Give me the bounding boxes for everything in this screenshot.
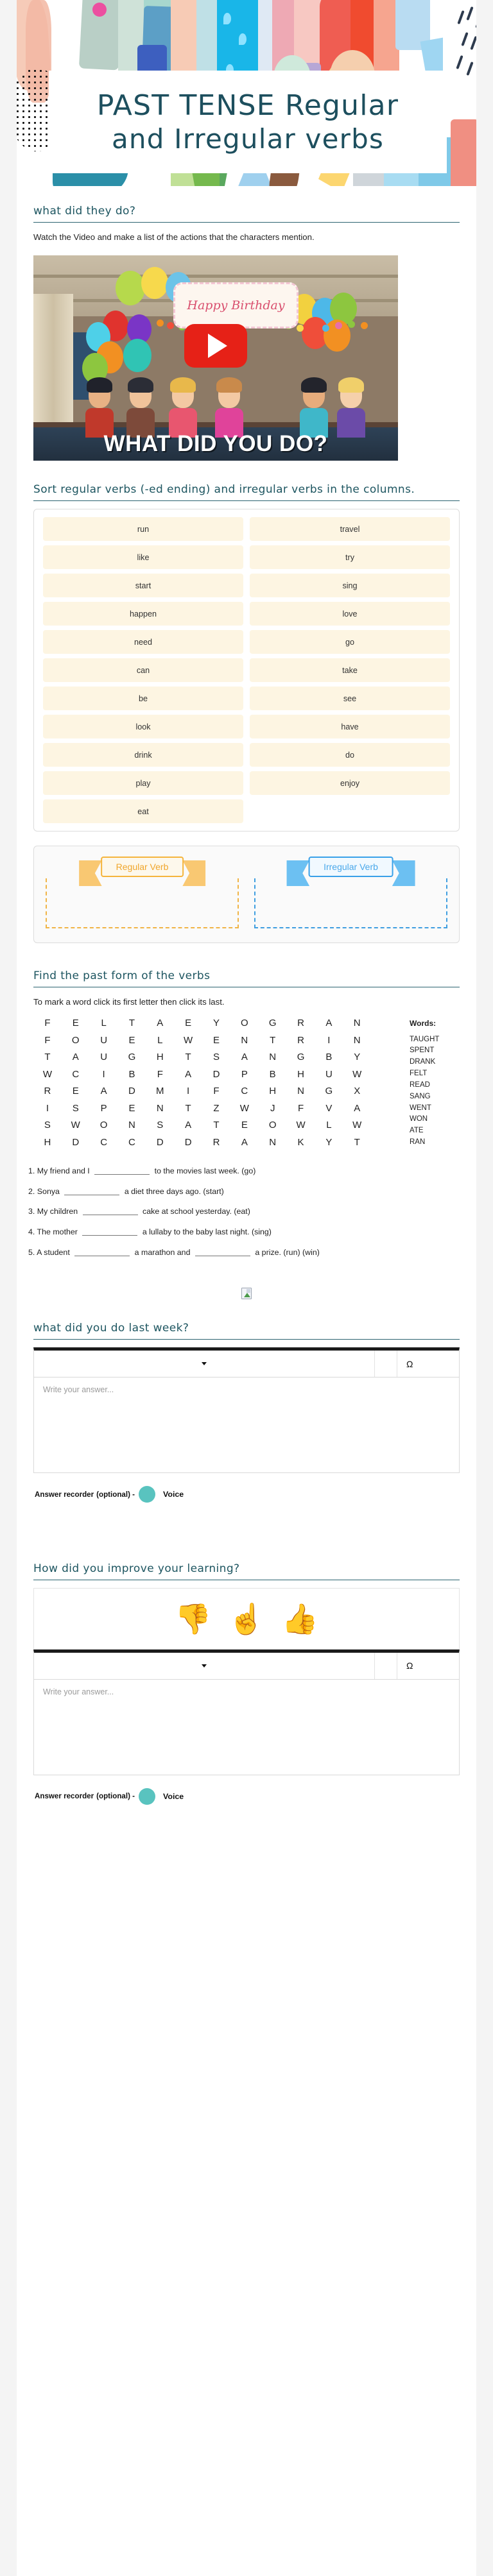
section-fill-in-blanks <box>17 1165 476 1258</box>
microphone-record-icon[interactable] <box>139 1486 155 1503</box>
divider <box>33 500 460 501</box>
regular-verb-dropzone[interactable] <box>46 878 239 928</box>
wordsearch-word: SPENT <box>410 1046 435 1055</box>
garland-dot <box>348 321 355 328</box>
wordsearch-cell[interactable]: A <box>157 1018 164 1029</box>
wordsearch-cell[interactable]: E <box>212 1034 220 1046</box>
character <box>89 382 114 438</box>
wordsearch-cell[interactable]: E <box>72 1018 79 1029</box>
ribbon-tail-right <box>182 860 205 886</box>
wordsearch-words <box>410 1034 460 1148</box>
wordsearch-cell[interactable]: S <box>72 1102 79 1114</box>
wordsearch-cell[interactable]: N <box>353 1034 361 1046</box>
answer-recorder <box>33 1788 460 1805</box>
wordsearch-cell[interactable]: P <box>241 1068 248 1080</box>
verb-bank <box>33 509 460 832</box>
wordsearch-word-list <box>410 1016 460 1150</box>
answer-blank[interactable] <box>94 1166 150 1175</box>
wordsearch-cell[interactable]: E <box>185 1018 192 1029</box>
wordsearch-word: FELT <box>410 1070 428 1078</box>
wordsearch-cell[interactable]: D <box>128 1086 135 1097</box>
wordsearch-cell[interactable]: A <box>185 1120 192 1131</box>
wordsearch-cell[interactable]: H <box>44 1136 51 1148</box>
broken-image-icon <box>241 1288 252 1299</box>
wordsearch-word: WENT <box>410 1104 431 1112</box>
wordsearch-cell-empty <box>371 1136 399 1150</box>
wordsearch-cell[interactable]: I <box>46 1102 49 1114</box>
verb-chip[interactable]: can <box>43 658 243 682</box>
wordsearch-cell[interactable]: W <box>71 1120 80 1131</box>
wordsearch-cell[interactable]: B <box>128 1068 135 1080</box>
toolbar-separator <box>374 1351 375 1377</box>
fill-in-blank-line <box>28 1247 465 1259</box>
special-character-button[interactable]: Ω <box>406 1358 413 1369</box>
sentence-middle: cake at school yesterday. (eat) <box>140 1207 250 1216</box>
microphone-record-icon[interactable] <box>139 1788 155 1805</box>
wordsearch-cell[interactable]: O <box>99 1120 108 1131</box>
wordsearch-cell[interactable]: G <box>268 1018 277 1029</box>
garland-dot <box>309 326 316 333</box>
verb-chip[interactable]: play <box>43 771 243 795</box>
answer-blank[interactable] <box>83 1206 138 1215</box>
recorder-optional: (optional) - <box>96 1490 135 1499</box>
ribbon-tail-left <box>79 860 102 886</box>
divider <box>33 222 460 223</box>
wordsearch-cell[interactable]: S <box>212 1052 220 1063</box>
recorder-optional: (optional) - <box>96 1792 135 1801</box>
wordsearch-cell[interactable]: L <box>157 1034 163 1046</box>
verb-chip[interactable]: enjoy <box>250 771 450 795</box>
wordsearch-cell-empty <box>371 1034 399 1048</box>
wordsearch-cell[interactable]: A <box>241 1052 248 1063</box>
garland-dot <box>361 322 368 329</box>
wordsearch-cell[interactable]: J <box>270 1102 275 1114</box>
wordsearch-cell[interactable]: C <box>241 1086 248 1097</box>
answer-blank[interactable] <box>74 1247 130 1256</box>
wordsearch-heading: Find the past form of the verbs <box>33 969 211 982</box>
wordsearch-cell[interactable]: H <box>156 1052 164 1063</box>
divider <box>33 1339 460 1340</box>
wordsearch-cell[interactable]: E <box>128 1102 135 1114</box>
wordsearch-cell[interactable]: T <box>185 1052 191 1063</box>
irregular-verb-label: Irregular Verb <box>308 857 394 877</box>
wordsearch-cell[interactable]: S <box>157 1120 164 1131</box>
wordsearch-cell[interactable]: O <box>268 1120 277 1131</box>
recorder-label: Answer recorder <box>35 1792 94 1801</box>
wordsearch-cell[interactable]: S <box>44 1120 51 1131</box>
spacer <box>17 1503 476 1562</box>
header-banner <box>17 0 476 186</box>
wordsearch-cell[interactable]: F <box>297 1102 304 1114</box>
wordsearch-cell[interactable]: F <box>157 1068 163 1080</box>
verb-drop-zones <box>33 846 460 943</box>
thumbs-rating <box>33 1588 460 1650</box>
balloon <box>141 267 168 299</box>
sentence-after: a prize. (run) (win) <box>252 1247 320 1257</box>
wordsearch-cell[interactable]: E <box>128 1034 135 1046</box>
drop-column-regular[interactable] <box>46 857 239 928</box>
wordsearch-cell[interactable]: H <box>297 1068 304 1080</box>
sentence-middle: to the movies last week. (go) <box>152 1166 256 1176</box>
wordsearch-cell[interactable]: A <box>100 1086 107 1097</box>
wordsearch-cell[interactable]: R <box>212 1136 220 1148</box>
wordsearch-cell[interactable]: D <box>72 1136 80 1148</box>
video-scene-pillar <box>33 294 73 422</box>
spacer <box>17 1805 476 1834</box>
wordsearch-word: READ <box>410 1080 430 1089</box>
wordsearch-cell[interactable]: D <box>156 1136 164 1148</box>
wordsearch-cell-empty <box>371 1102 399 1116</box>
balloon <box>116 271 145 305</box>
line-number: 1. <box>28 1166 35 1176</box>
wordsearch-word: TAUGHT <box>410 1035 440 1043</box>
chevron-down-icon <box>202 1362 207 1365</box>
regular-verb-label: Regular Verb <box>101 857 184 877</box>
garland-dot <box>297 325 304 332</box>
wordsearch-cell[interactable]: P <box>100 1102 107 1114</box>
video-instruction: Watch the Video and make a list of the actions that the characters mention. <box>33 232 315 242</box>
wordsearch-cell[interactable]: N <box>128 1120 135 1131</box>
line-number: 5. <box>28 1247 35 1257</box>
page-title-line-1: PAST TENSE Regular <box>96 89 399 122</box>
verb-chip[interactable]: run <box>43 517 243 541</box>
editor-toolbar <box>34 1653 459 1680</box>
sentence-before: A student <box>35 1247 73 1257</box>
birthday-sign-text: Happy Birthday <box>187 298 285 313</box>
ribbon-tail-left <box>286 860 309 886</box>
point-up-icon[interactable]: ☝ <box>228 1601 265 1635</box>
sentence-before: The mother <box>35 1227 80 1236</box>
wordsearch-cell[interactable]: O <box>241 1018 248 1029</box>
wordsearch-cell[interactable]: G <box>297 1052 305 1063</box>
sentence-before: My children <box>35 1207 80 1216</box>
wordsearch-letter-grid[interactable] <box>33 1016 399 1150</box>
wordsearch-cell[interactable]: D <box>212 1068 220 1080</box>
wordsearch-word: ATE <box>410 1127 424 1135</box>
chevron-down-icon <box>202 1664 207 1668</box>
character <box>303 382 328 438</box>
wordsearch-cell[interactable]: T <box>354 1136 360 1148</box>
verb-chip[interactable]: eat <box>43 799 243 823</box>
sentence-middle: a marathon and <box>132 1247 193 1257</box>
play-triangle-icon <box>208 334 227 358</box>
wordsearch-words-title: Words: <box>410 1019 437 1028</box>
verb-chip[interactable]: go <box>250 630 450 654</box>
sentence-middle: a diet three days ago. (start) <box>122 1186 224 1196</box>
answer-textarea[interactable]: Write your answer... <box>43 1687 114 1696</box>
sort-instruction: Sort regular verbs (-ed ending) and irregular verbs in the columns. <box>33 483 415 497</box>
garland-dot <box>322 325 329 332</box>
birthday-sign <box>173 282 298 328</box>
wordsearch-cell[interactable]: D <box>184 1136 192 1148</box>
character <box>172 382 197 438</box>
garland-dot <box>167 322 174 329</box>
wordsearch-cell[interactable]: A <box>72 1052 79 1063</box>
answer-blank[interactable] <box>82 1227 137 1236</box>
answer-blank[interactable] <box>195 1247 250 1256</box>
recorder-voice-label: Voice <box>163 1490 184 1499</box>
rich-text-editor[interactable] <box>33 1650 460 1775</box>
answer-recorder <box>33 1486 460 1503</box>
wordsearch-cell[interactable]: B <box>269 1068 276 1080</box>
wordsearch-cell[interactable]: A <box>241 1136 248 1148</box>
special-character-button[interactable]: Ω <box>406 1660 413 1671</box>
wordsearch-cell[interactable]: B <box>325 1052 333 1063</box>
verb-chip[interactable]: sing <box>250 574 450 597</box>
verb-chip-placeholder <box>250 799 450 823</box>
fill-in-blank-line <box>28 1226 465 1238</box>
wordsearch-cell-empty <box>371 1068 399 1082</box>
wordsearch-cell[interactable]: Y <box>212 1018 220 1029</box>
wordsearch-cell[interactable]: F <box>44 1018 51 1029</box>
answer-learning-heading: How did you improve your learning? <box>33 1562 240 1576</box>
verb-chip[interactable]: take <box>250 658 450 682</box>
wordsearch-cell[interactable]: H <box>269 1086 277 1097</box>
character <box>130 382 155 438</box>
wordsearch-cell[interactable]: N <box>353 1018 361 1029</box>
wordsearch-cell[interactable]: Z <box>213 1102 220 1114</box>
garland-dot <box>157 320 164 327</box>
wordsearch-cell[interactable]: K <box>297 1136 304 1148</box>
line-number: 4. <box>28 1227 35 1236</box>
verb-chip[interactable]: love <box>250 602 450 626</box>
verb-chip[interactable]: be <box>43 687 243 710</box>
verb-chip-grid <box>43 517 450 823</box>
wordsearch-instruction: To mark a word click its first letter then click its last. <box>33 996 225 1007</box>
wordsearch-cell[interactable]: R <box>44 1086 51 1097</box>
wordsearch-cell[interactable]: I <box>327 1034 331 1046</box>
toolbar-separator <box>374 1653 375 1679</box>
verb-chip[interactable]: do <box>250 743 450 767</box>
ribbon-tail-right <box>392 860 415 886</box>
verb-chip[interactable]: have <box>250 715 450 738</box>
wordsearch-cell[interactable]: O <box>71 1034 80 1046</box>
drop-column-irregular[interactable] <box>254 857 447 928</box>
wordsearch-cell[interactable]: C <box>100 1136 108 1148</box>
section-sort-verbs <box>17 461 476 943</box>
section-answer-week <box>17 1321 476 1503</box>
wordsearch-word: RAN <box>410 1138 426 1146</box>
wordsearch-cell[interactable]: W <box>352 1068 362 1080</box>
wordsearch-cell[interactable]: E <box>241 1120 248 1131</box>
wordsearch-cell-empty <box>371 1016 399 1031</box>
wordsearch-cell[interactable]: T <box>185 1102 191 1114</box>
sentence-middle: a lullaby to the baby last night. (sing) <box>140 1227 272 1236</box>
wordsearch-cell[interactable]: F <box>44 1034 51 1046</box>
section-video <box>17 186 476 461</box>
wordsearch-cell[interactable]: A <box>354 1102 361 1114</box>
thumbs-up-icon[interactable]: 👍 <box>281 1601 318 1635</box>
editor-toolbar <box>34 1351 459 1378</box>
wordsearch-cell[interactable]: N <box>269 1136 277 1148</box>
answer-blank[interactable] <box>64 1186 119 1195</box>
thumbs-down-icon[interactable]: 👎 <box>175 1601 212 1635</box>
verb-chip[interactable]: look <box>43 715 243 738</box>
verb-chip[interactable]: travel <box>250 517 450 541</box>
verb-chip[interactable]: happen <box>43 602 243 626</box>
wordsearch-cell[interactable]: N <box>269 1052 277 1063</box>
verb-chip[interactable]: see <box>250 687 450 710</box>
wordsearch-cell[interactable]: N <box>156 1102 164 1114</box>
page-title-line-2: and Irregular verbs <box>111 123 385 155</box>
style-dropdown[interactable] <box>34 1351 374 1377</box>
wordsearch-cell[interactable]: W <box>184 1034 193 1046</box>
wordsearch-cell[interactable]: T <box>270 1034 276 1046</box>
wordsearch-cell[interactable]: F <box>213 1086 220 1097</box>
wordsearch-cell[interactable]: T <box>44 1052 51 1063</box>
section-answer-learning <box>17 1562 476 1805</box>
video-section-heading: what did they do? <box>33 205 136 218</box>
wordsearch-cell[interactable]: L <box>326 1120 332 1131</box>
wordsearch-cell[interactable]: R <box>297 1018 304 1029</box>
wordsearch-cell[interactable]: E <box>72 1086 79 1097</box>
wordsearch-cell[interactable]: L <box>101 1018 107 1029</box>
wordsearch-cell[interactable]: U <box>325 1068 333 1080</box>
page-title <box>49 71 447 173</box>
irregular-verb-ribbon <box>308 857 394 877</box>
regular-verb-ribbon <box>101 857 184 877</box>
verb-chip[interactable]: start <box>43 574 243 597</box>
wordsearch-cell[interactable]: I <box>102 1068 105 1080</box>
wordsearch-cell[interactable]: V <box>325 1102 333 1114</box>
rich-text-editor[interactable] <box>33 1347 460 1473</box>
wordsearch-cell[interactable]: T <box>128 1018 135 1029</box>
wordsearch-cell-empty <box>371 1118 399 1133</box>
wordsearch-cell[interactable]: R <box>297 1034 304 1046</box>
verb-chip[interactable]: like <box>43 545 243 569</box>
recorder-label: Answer recorder <box>35 1490 94 1499</box>
video-player[interactable] <box>33 255 398 461</box>
answer-textarea[interactable]: Write your answer... <box>43 1385 114 1395</box>
wordsearch-cell[interactable]: W <box>239 1102 249 1114</box>
wordsearch-cell[interactable]: W <box>352 1120 362 1131</box>
garland-dot <box>335 322 342 329</box>
verb-chip[interactable]: try <box>250 545 450 569</box>
wordsearch-word: WON <box>410 1115 428 1123</box>
wordsearch-cell[interactable]: T <box>213 1120 220 1131</box>
wordsearch-cell[interactable]: A <box>185 1068 192 1080</box>
wordsearch-cell[interactable]: Y <box>325 1136 333 1148</box>
video-caption: WHAT DID YOU DO? <box>103 431 328 457</box>
section-word-search <box>17 943 476 1150</box>
wordsearch-cell-empty <box>371 1050 399 1065</box>
recorder-voice-label: Voice <box>163 1791 184 1801</box>
wordsearch-cell[interactable]: N <box>241 1034 248 1046</box>
wordsearch-cell[interactable]: X <box>354 1086 361 1097</box>
answer-week-heading: what did you do last week? <box>33 1322 189 1335</box>
wordsearch-cell[interactable]: U <box>100 1052 108 1063</box>
line-number: 3. <box>28 1207 35 1216</box>
wordsearch-cell[interactable]: W <box>42 1068 52 1080</box>
irregular-verb-dropzone[interactable] <box>254 878 447 928</box>
wordsearch-cell[interactable]: C <box>128 1136 135 1148</box>
wordsearch-cell[interactable]: N <box>297 1086 304 1097</box>
wordsearch-cell-empty <box>371 1084 399 1099</box>
character <box>218 382 243 438</box>
sentence-before: Sonya <box>35 1186 62 1196</box>
character <box>340 382 365 438</box>
wordsearch-cell[interactable]: G <box>128 1052 136 1063</box>
wordsearch-cell[interactable]: A <box>325 1018 333 1029</box>
wordsearch-word: DRANK <box>410 1058 436 1066</box>
wordsearch-cell[interactable]: G <box>325 1086 333 1097</box>
play-button-icon[interactable] <box>184 324 247 368</box>
wordsearch-puzzle <box>33 1016 460 1150</box>
fill-in-blank-line <box>28 1206 465 1218</box>
wordsearch-cell[interactable]: W <box>296 1120 306 1131</box>
style-dropdown[interactable] <box>34 1653 374 1679</box>
fill-in-blank-line <box>28 1165 465 1177</box>
verb-chip[interactable]: need <box>43 630 243 654</box>
video-scene-beam <box>33 275 398 278</box>
fill-in-blank-line <box>28 1186 465 1198</box>
line-number: 2. <box>28 1186 35 1196</box>
sentence-before: My friend and I <box>35 1166 92 1176</box>
wordsearch-cell[interactable]: U <box>100 1034 108 1046</box>
wordsearch-cell[interactable]: C <box>72 1068 80 1080</box>
wordsearch-cell[interactable]: I <box>187 1086 190 1097</box>
wordsearch-cell[interactable]: Y <box>354 1052 361 1063</box>
wordsearch-cell[interactable]: M <box>156 1086 164 1097</box>
verb-chip[interactable]: drink <box>43 743 243 767</box>
wordsearch-word: SANG <box>410 1092 431 1100</box>
balloon <box>123 339 151 372</box>
worksheet-sheet <box>17 0 476 2576</box>
